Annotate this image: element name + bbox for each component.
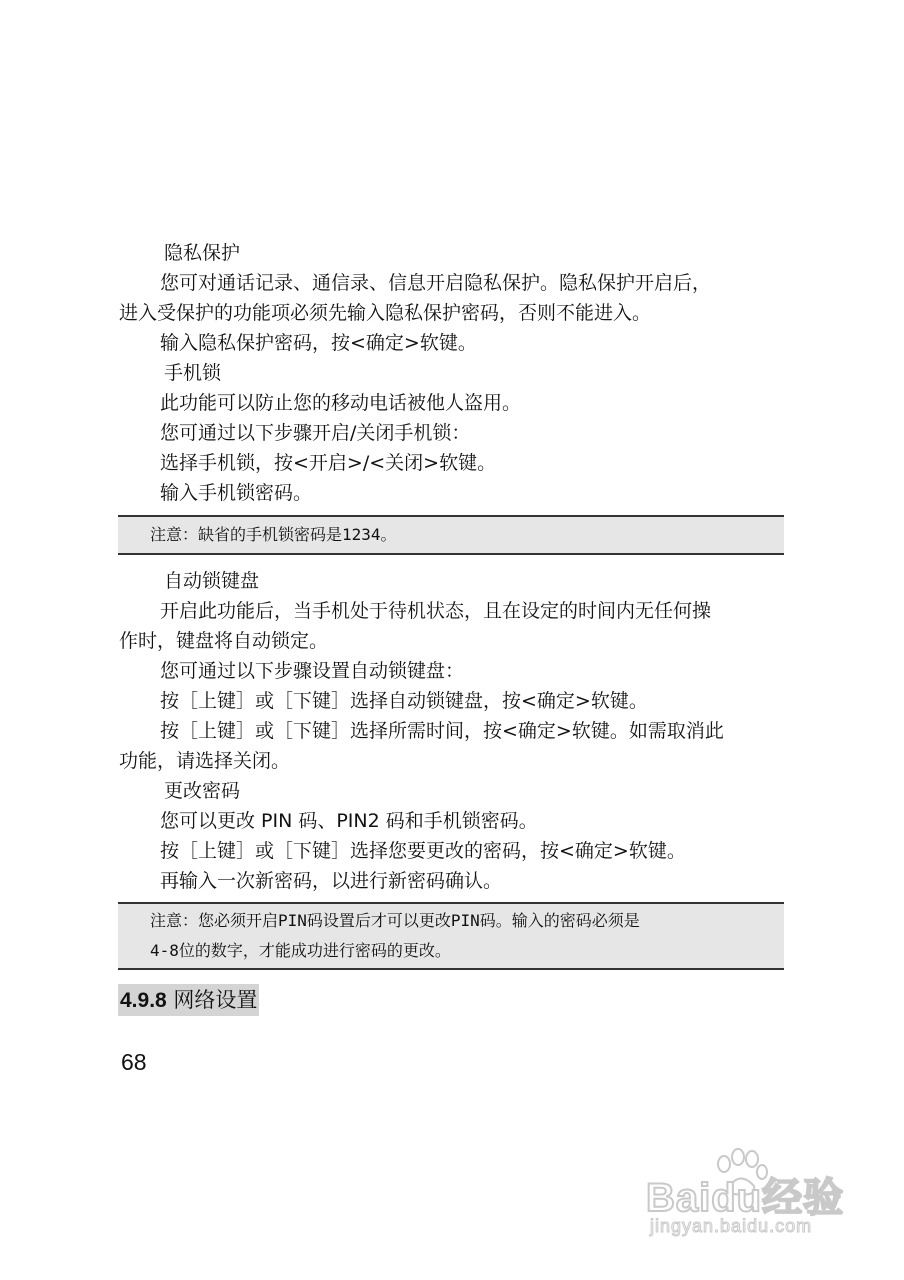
baidu-watermark — [640, 1148, 880, 1248]
change-password-heading: 更改密码 — [164, 780, 241, 802]
privacy-heading: 隐私保护 — [164, 242, 241, 264]
phone-lock-line: 您可通过以下步骤开启/关闭手机锁： — [160, 422, 471, 444]
auto-keylock-line: 按［上键］或［下键］选择自动锁键盘，按<确定>软键。 — [160, 690, 648, 712]
phone-lock-line: 选择手机锁，按<开启>/<关闭>软键。 — [160, 452, 497, 474]
privacy-paragraph-line: 您可对通话记录、通信录、信息开启隐私保护。隐私保护开启后， — [160, 272, 712, 294]
page-number: 68 — [121, 1049, 147, 1075]
phone-lock-heading: 手机锁 — [164, 362, 222, 384]
change-password-line: 您可以更改 PIN 码、PIN2 码和手机锁密码。 — [160, 810, 538, 832]
section-title-text: 网络设置 — [173, 988, 258, 1012]
phone-lock-note: 注意：缺省的手机锁密码是1234。 — [150, 525, 397, 544]
change-password-line: 按［上键］或［下键］选择您要更改的密码，按<确定>软键。 — [160, 840, 686, 862]
phone-lock-line: 此功能可以防止您的移动电话被他人盗用。 — [160, 392, 522, 414]
change-password-note-box — [118, 902, 784, 970]
watermark-url: jingyan.baidu.com — [650, 1216, 813, 1236]
section-number: 4.9.8 — [120, 989, 167, 1012]
auto-keylock-line: 功能，请选择关闭。 — [119, 750, 291, 772]
auto-keylock-line: 作时，键盘将自动锁定。 — [119, 630, 329, 652]
auto-keylock-line: 开启此功能后，当手机处于待机状态，且在设定的时间内无任何操 — [160, 600, 712, 622]
watermark-logo-text: Baidu经验 — [646, 1176, 845, 1220]
auto-keylock-line: 您可通过以下步骤设置自动锁键盘： — [160, 660, 465, 682]
phone-lock-note-box — [118, 515, 784, 555]
change-password-note-line: 4-8位的数字，才能成功进行密码的更改。 — [150, 941, 451, 960]
privacy-paragraph-line: 进入受保护的功能项必须先输入隐私保护密码，否则不能进入。 — [119, 302, 652, 324]
phone-lock-line: 输入手机锁密码。 — [160, 482, 313, 504]
auto-keylock-line: 按［上键］或［下键］选择所需时间，按<确定>软键。如需取消此 — [160, 720, 724, 742]
auto-keylock-heading: 自动锁键盘 — [164, 570, 260, 592]
change-password-line: 再输入一次新密码，以进行新密码确认。 — [160, 870, 503, 892]
section-heading — [118, 984, 259, 1016]
change-password-note-line: 注意：您必须开启PIN码设置后才可以更改PIN码。输入的密码必须是 — [150, 911, 640, 930]
privacy-instruction: 输入隐私保护密码，按<确定>软键。 — [160, 332, 477, 354]
